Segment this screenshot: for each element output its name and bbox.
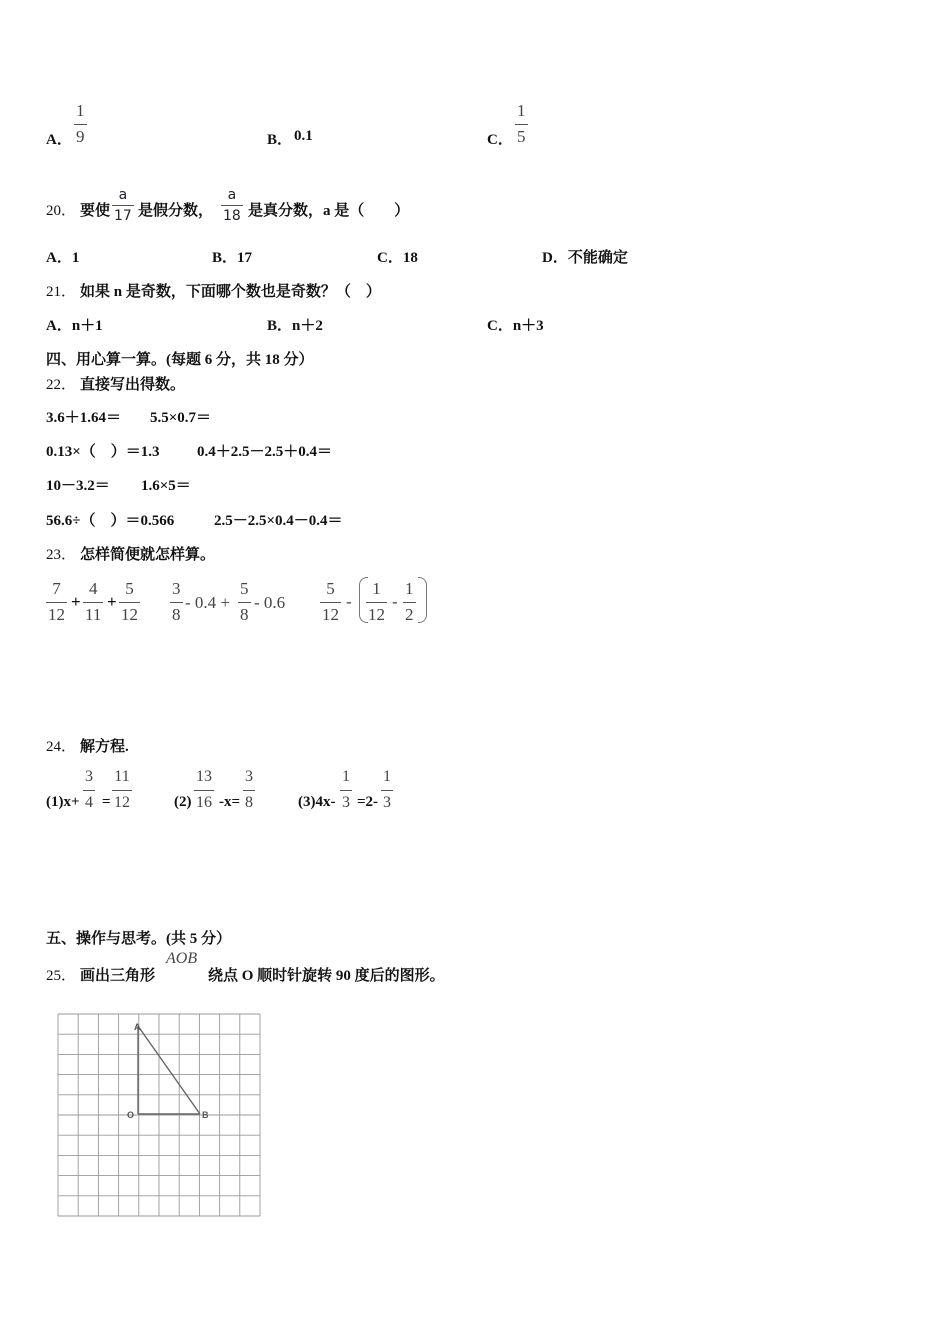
q24-eq2-mid: -x= xyxy=(219,794,241,810)
q23-e3-fraction-1 xyxy=(320,580,341,624)
fraction-denominator: 12 xyxy=(114,794,130,811)
q24-text: 解方程. xyxy=(80,739,129,755)
fraction-denominator: 11 xyxy=(85,605,102,624)
q21-option-b: B．n＋2 xyxy=(267,318,323,334)
q21-option-a: A．n＋1 xyxy=(46,318,103,334)
fraction-numerator: 1 xyxy=(372,579,381,598)
q25-number: 25． xyxy=(46,968,77,984)
fraction-numerator: 11 xyxy=(114,768,130,785)
q22-item: 0.4＋2.5－2.5＋0.4＝ xyxy=(197,444,333,460)
fraction-denominator: 8 xyxy=(245,794,253,811)
q22-item: 5.5×0.7＝ xyxy=(150,410,212,426)
fraction-numerator: 1 xyxy=(405,579,414,598)
fraction-numerator: 1 xyxy=(342,768,350,785)
fraction-denominator: 17 xyxy=(114,208,132,224)
q23-e1-fraction-3 xyxy=(119,580,140,624)
q22-item: 1.6×5＝ xyxy=(141,478,191,494)
fraction-numerator: 5 xyxy=(240,579,249,598)
q23-e1-op2: + xyxy=(107,592,117,611)
fraction-numerator: 1 xyxy=(517,101,526,120)
q22-text: 直接写出得数。 xyxy=(80,377,186,393)
q19-option-a-fraction xyxy=(74,102,87,146)
fraction-denominator: 3 xyxy=(342,794,350,811)
q24-eq2-fraction-1 xyxy=(194,768,214,812)
q23-e3-op1: - xyxy=(346,592,352,611)
q19-option-c-label: C． xyxy=(487,132,513,148)
q21-text: 如果 n 是奇数，下面哪个数也是奇数？（ ） xyxy=(80,284,381,300)
fraction-numerator: 5 xyxy=(326,579,335,598)
q19-option-a-label: A． xyxy=(46,132,72,148)
q22-item: 3.6＋1.64＝ xyxy=(46,410,122,426)
grid-lines xyxy=(58,1014,260,1216)
fraction-numerator: a xyxy=(118,187,128,203)
q23-e3-fraction-3 xyxy=(403,580,416,624)
q25-text-end: 绕点 O 顺时针旋转 90 度后的图形。 xyxy=(208,968,445,984)
point-b-label: B xyxy=(202,1110,209,1120)
q22-item: 0.13×（ ）＝1.3 xyxy=(46,444,160,460)
rotation-grid-figure xyxy=(50,1006,270,1226)
fraction-numerator: 1 xyxy=(383,768,391,785)
q24-eq2-fraction-2 xyxy=(243,768,255,812)
right-parenthesis xyxy=(418,577,427,623)
fraction-denominator: 9 xyxy=(76,127,85,146)
q23-e2-fraction-2 xyxy=(238,580,251,624)
fraction-numerator: 5 xyxy=(125,579,134,598)
q20-option-b: B．17 xyxy=(212,250,253,266)
q24-eq1-lead: (1)x+ xyxy=(46,794,80,810)
q23-e2-op1: - 0.4 + xyxy=(185,593,230,612)
fraction-numerator: 3 xyxy=(172,579,181,598)
fraction-denominator: 2 xyxy=(405,605,414,624)
q23-e1-fraction-1 xyxy=(46,580,67,624)
section-4-title: 四、用心算一算。(每题 6 分，共 18 分） xyxy=(46,352,314,368)
q23-e2-op2: - 0.6 xyxy=(254,593,286,612)
point-o-label: O xyxy=(127,1110,135,1120)
fraction-numerator: 7 xyxy=(52,579,61,598)
q20-option-a: A．1 xyxy=(46,250,80,266)
q23-e3-op2: - xyxy=(392,592,398,611)
q21-number: 21． xyxy=(46,284,77,300)
q23-e2-fraction-1 xyxy=(170,580,183,624)
q24-eq1-mid: = xyxy=(102,794,111,810)
q24-number: 24． xyxy=(46,739,77,755)
q22-number: 22． xyxy=(46,377,77,393)
fraction-numerator: 1 xyxy=(76,101,85,120)
fraction-denominator: 12 xyxy=(322,605,339,624)
point-a-label: A xyxy=(134,1022,141,1032)
q24-eq3-fraction-2 xyxy=(381,768,393,812)
q20-number: 20． xyxy=(46,203,77,219)
q22-item: 56.6÷（ ）＝0.566 xyxy=(46,513,175,529)
q19-option-b-label: B． xyxy=(267,132,293,148)
fraction-denominator: 12 xyxy=(368,605,385,624)
q25-triangle-name: AOB xyxy=(166,950,198,967)
q20-fraction-1 xyxy=(112,186,134,225)
fraction-numerator: 4 xyxy=(88,579,98,598)
q20-text-end: 是真分数，a 是（ ） xyxy=(248,203,410,219)
q24-eq3-lead: (3)4x- xyxy=(298,794,336,810)
fraction-denominator: 4 xyxy=(85,794,93,811)
fraction-numerator: a xyxy=(227,187,237,203)
q25-text-start: 画出三角形 xyxy=(80,968,156,984)
q19-option-b-value: 0.1 xyxy=(294,128,313,144)
q24-eq1-fraction-2 xyxy=(112,768,132,812)
fraction-numerator: 3 xyxy=(85,768,93,785)
fraction-denominator: 8 xyxy=(172,605,181,624)
q20-option-d: D．不能确定 xyxy=(542,250,628,266)
q24-eq3-mid: =2- xyxy=(357,794,379,810)
q23-text: 怎样简便就怎样算。 xyxy=(80,547,216,563)
section-5-title: 五、操作与思考。(共 5 分） xyxy=(46,931,231,947)
q21-option-c: C．n＋3 xyxy=(487,318,544,334)
q19-option-c-fraction xyxy=(515,102,528,146)
fraction-numerator: 13 xyxy=(196,768,212,785)
segment-ab xyxy=(138,1026,200,1114)
q23-e3-fraction-2 xyxy=(366,580,387,624)
fraction-denominator: 16 xyxy=(196,794,212,811)
q24-eq2-lead: (2) xyxy=(174,794,192,810)
q24-eq3-fraction-1 xyxy=(340,768,352,812)
fraction-denominator: 8 xyxy=(240,605,249,624)
fraction-denominator: 3 xyxy=(383,794,391,811)
q23-e1-op1: + xyxy=(71,592,81,611)
q22-item: 2.5－2.5×0.4－0.4＝ xyxy=(214,513,343,529)
q20-text-start: 要使 xyxy=(80,203,111,219)
q20-text-mid: 是假分数， xyxy=(138,203,214,219)
fraction-denominator: 5 xyxy=(517,127,526,146)
q23-number: 23． xyxy=(46,547,77,563)
q23-e1-fraction-2 xyxy=(83,580,103,624)
q20-fraction-2 xyxy=(221,186,243,225)
q20-option-c: C．18 xyxy=(377,250,418,266)
fraction-denominator: 18 xyxy=(223,208,241,224)
q22-item: 10－3.2＝ xyxy=(46,478,110,494)
fraction-numerator: 3 xyxy=(245,768,253,785)
fraction-denominator: 12 xyxy=(121,605,138,624)
fraction-denominator: 12 xyxy=(48,605,65,624)
q24-eq1-fraction-1 xyxy=(83,768,95,812)
